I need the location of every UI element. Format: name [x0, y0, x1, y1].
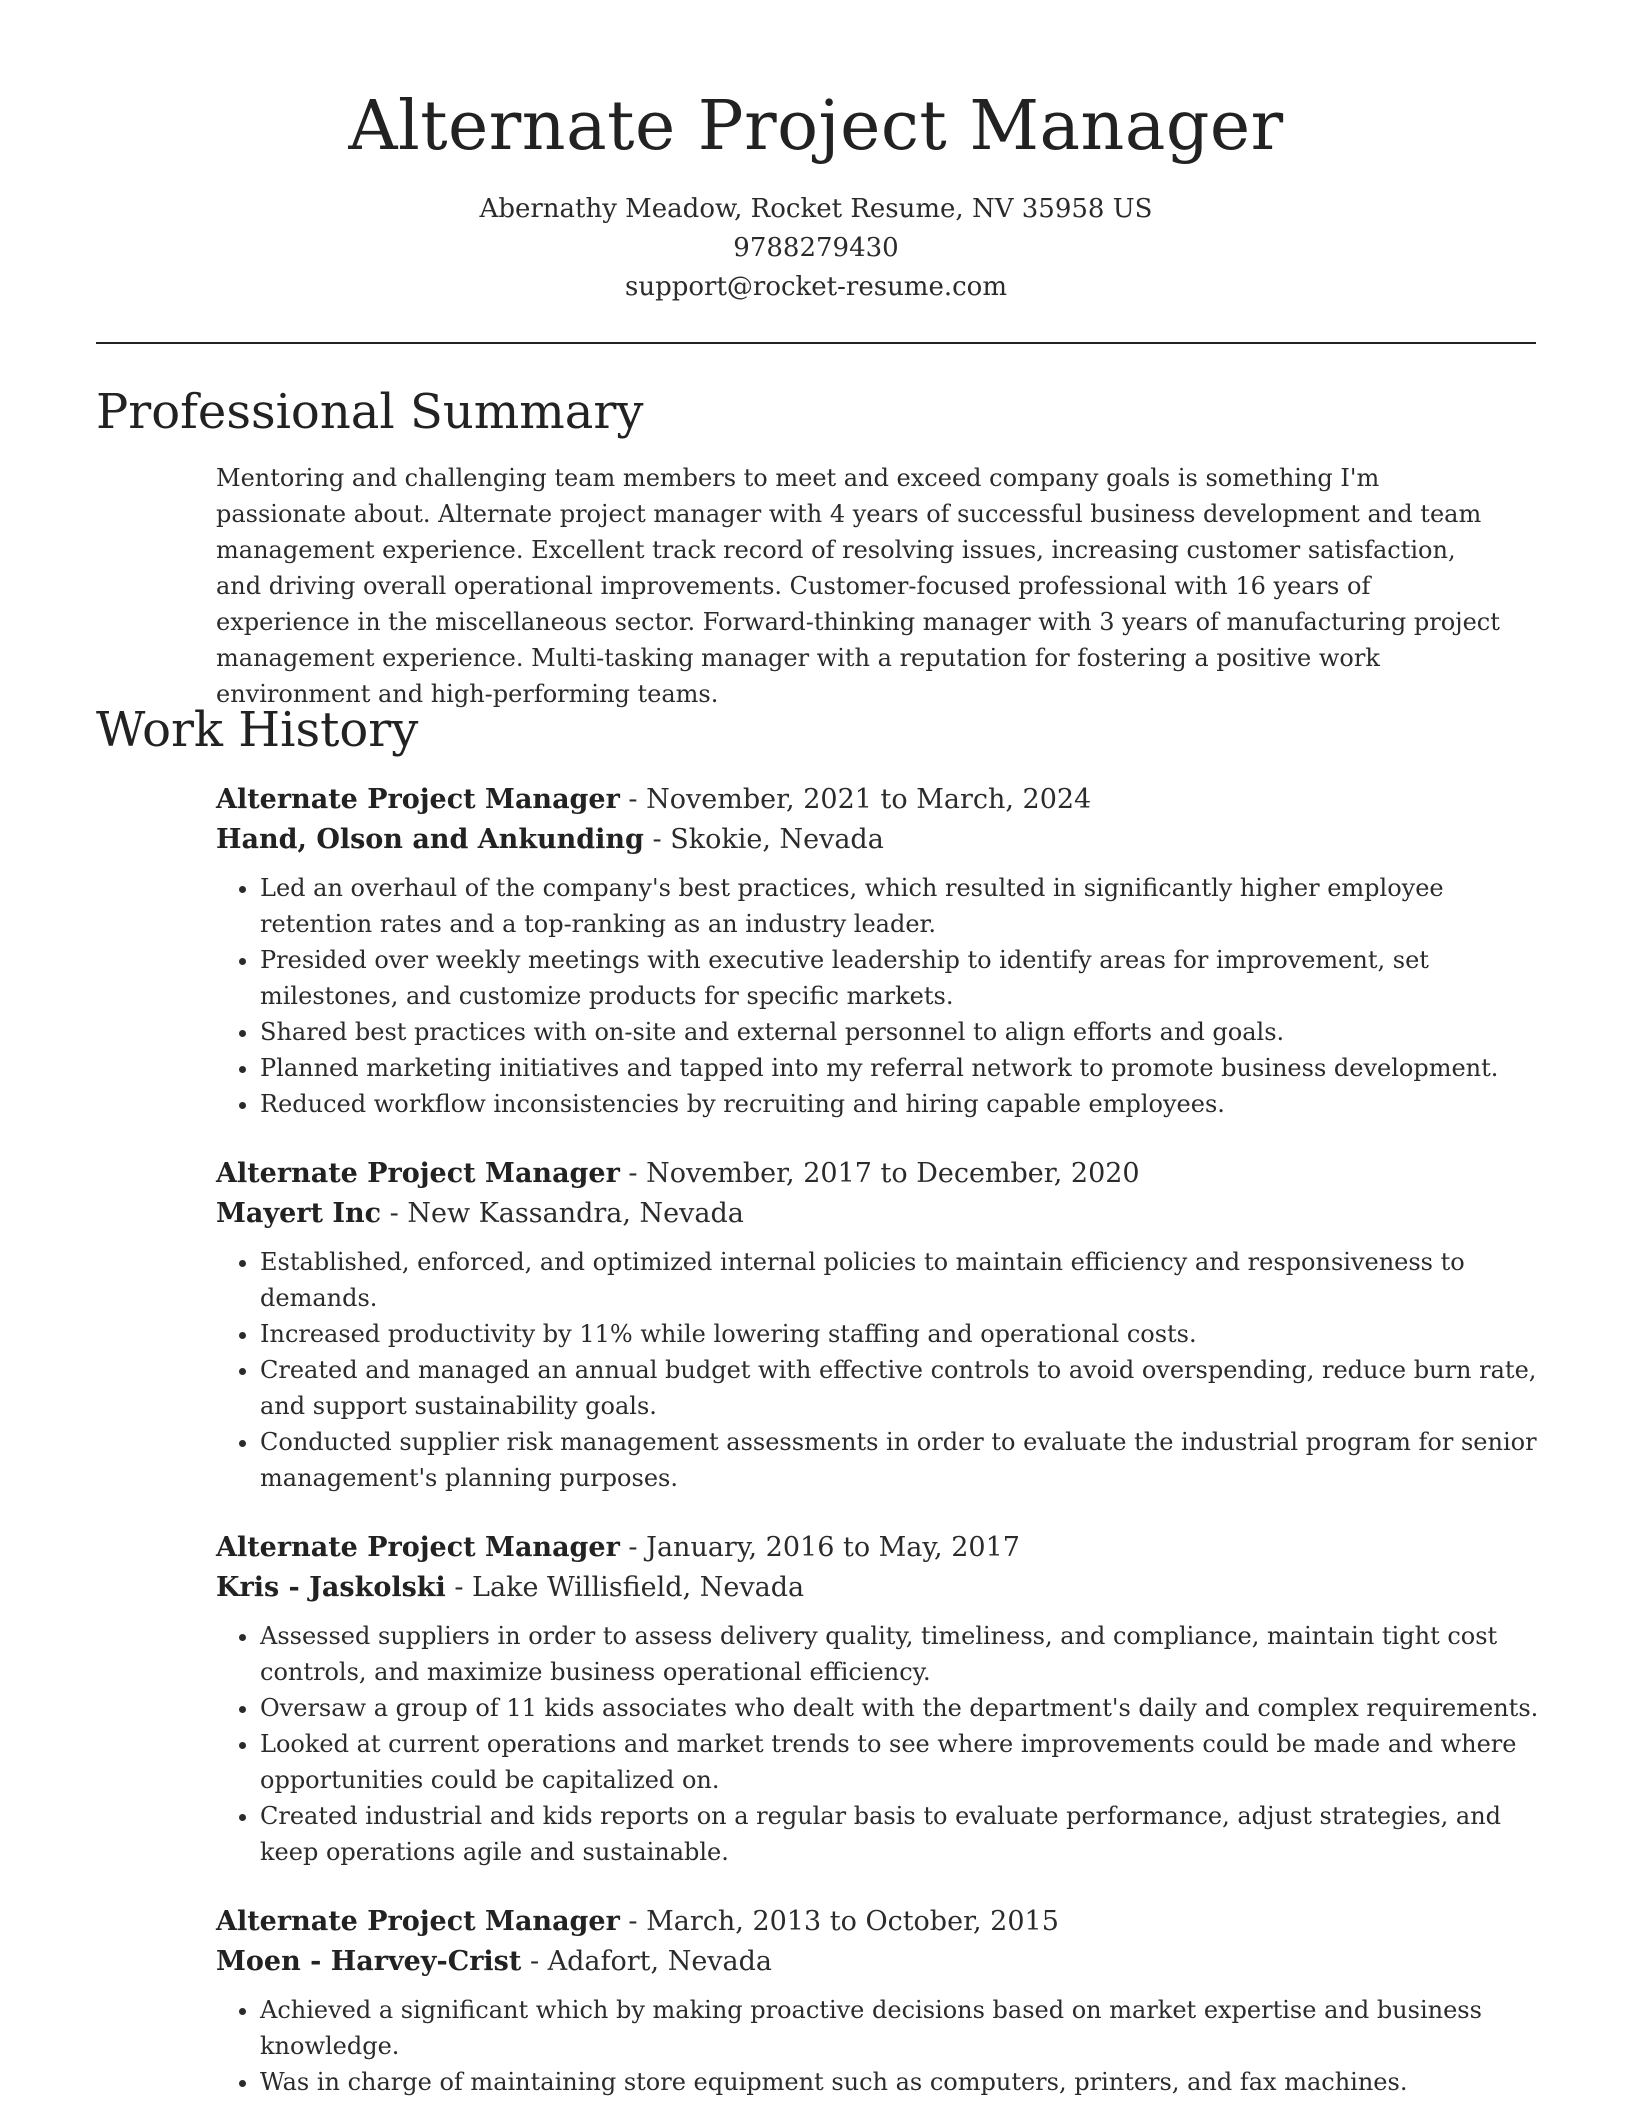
- work-history-heading: Work History: [96, 702, 419, 758]
- duty-item: • Presided over weekly meetings with executive leadership to identify areas for improvement, set milestones, and customize products for specific markets.: [260, 942, 1541, 1014]
- contact-address: Abernathy Meadow, Rocket Resume, NV 35958 US: [479, 194, 1153, 224]
- duty-item: • Shared best practices with on-site and external personnel to align efforts and goals.: [260, 1014, 1541, 1050]
- resume-header: [0, 0, 1632, 307]
- job-title-line: [216, 780, 1541, 820]
- duty-item: • Was in charge of maintaining store equipment such as computers, printers, and fax machines.: [260, 2064, 1541, 2100]
- duty-item: • Created and managed an annual budget with effective controls to avoid overspending, reduce burn rate, and support sustainability goals.: [260, 1352, 1541, 1424]
- job-company-line: [216, 1194, 1541, 1234]
- header-divider: [96, 342, 1536, 344]
- job-company: Moen - Harvey-Crist: [216, 1946, 522, 1977]
- job-title-line: [216, 1902, 1541, 1942]
- duty-item: • Established, enforced, and optimized internal policies to maintain efficiency and responsiveness to demands.: [260, 1244, 1541, 1316]
- contact-email: support@rocket-resume.com: [624, 272, 1007, 302]
- job-entry: [216, 780, 1541, 1122]
- job-company: Hand, Olson and Ankunding: [216, 824, 644, 855]
- duty-item: • Led an overhaul of the company's best practices, which resulted in significantly higher employee retention rates and a top-ranking as an industry leader.: [260, 870, 1541, 942]
- job-location: - Lake Willisfield, Nevada: [445, 1572, 805, 1603]
- job-company-line: [216, 1568, 1541, 1608]
- duty-item: • Increased productivity by 11% while lowering staffing and operational costs.: [260, 1316, 1541, 1352]
- duty-item: • Achieved a significant which by making proactive decisions based on market expertise and business knowledge.: [260, 1992, 1541, 2064]
- job-location: - Adafort, Nevada: [521, 1946, 773, 1977]
- contact-block: [0, 190, 1632, 307]
- job-entry: [216, 1902, 1541, 2100]
- job-location: - Skokie, Nevada: [643, 824, 884, 855]
- duty-item: • Created industrial and kids reports on a regular basis to evaluate performance, adjust strategies, and keep operations agile and sustainable.: [260, 1798, 1541, 1870]
- job-location: - New Kassandra, Nevada: [381, 1198, 744, 1229]
- job-company: Mayert Inc: [216, 1198, 382, 1229]
- work-history-list: [216, 780, 1541, 2112]
- duty-item: • Reduced workflow inconsistencies by recruiting and hiring capable employees.: [260, 1086, 1541, 1122]
- duty-item: • Oversaw a group of 11 kids associates who dealt with the department's daily and complex requirements.: [260, 1690, 1541, 1726]
- job-duties: [216, 1992, 1541, 2100]
- job-role: Alternate Project Manager: [216, 1158, 620, 1189]
- job-company-line: [216, 820, 1541, 860]
- job-company-line: [216, 1942, 1541, 1982]
- job-duties: [216, 1244, 1541, 1496]
- duty-item: • Conducted supplier risk management assessments in order to evaluate the industrial program for senior management's planning purposes.: [260, 1424, 1541, 1496]
- job-entry: [216, 1154, 1541, 1496]
- job-title-line: [216, 1154, 1541, 1194]
- job-duties: [216, 870, 1541, 1122]
- duty-item: • Looked at current operations and market trends to see where improvements could be made and where opportunities could be capitalized on.: [260, 1726, 1541, 1798]
- contact-phone: 9788279430: [733, 233, 899, 263]
- duty-item: • Assessed suppliers in order to assess delivery quality, timeliness, and compliance, maintain tight cost controls, and maximize business operational efficiency.: [260, 1618, 1541, 1690]
- job-dates: - January, 2016 to May, 2017: [619, 1532, 1020, 1563]
- job-entry: [216, 1528, 1541, 1870]
- resume-title: Alternate Project Manager: [348, 87, 1284, 166]
- job-dates: - November, 2017 to December, 2020: [619, 1158, 1140, 1189]
- duty-item: • Planned marketing initiatives and tapped into my referral network to promote business development.: [260, 1050, 1541, 1086]
- summary-heading: Professional Summary: [96, 384, 644, 440]
- job-role: Alternate Project Manager: [216, 1906, 620, 1937]
- job-duties: [216, 1618, 1541, 1870]
- job-title-line: [216, 1528, 1541, 1568]
- job-company: Kris - Jaskolski: [216, 1572, 446, 1603]
- job-role: Alternate Project Manager: [216, 784, 620, 815]
- job-dates: - March, 2013 to October, 2015: [619, 1906, 1059, 1937]
- job-dates: - November, 2021 to March, 2024: [619, 784, 1092, 815]
- summary-text: Mentoring and challenging team members to meet and exceed company goals is something I'm passionate about. Alternate project manager with 4 years of successful business development and team management experience. Excellent track record of resolving issues, increasing customer satisfaction, and driving overall operational improvements. Customer-focused professional with 16 years of experience in the miscellaneous sector. Forward-thinking manager with 3 years of manufacturing project management experience. Multi-tasking manager with a reputation for fostering a positive work environment and high-performing teams.: [216, 464, 1500, 708]
- job-role: Alternate Project Manager: [216, 1532, 620, 1563]
